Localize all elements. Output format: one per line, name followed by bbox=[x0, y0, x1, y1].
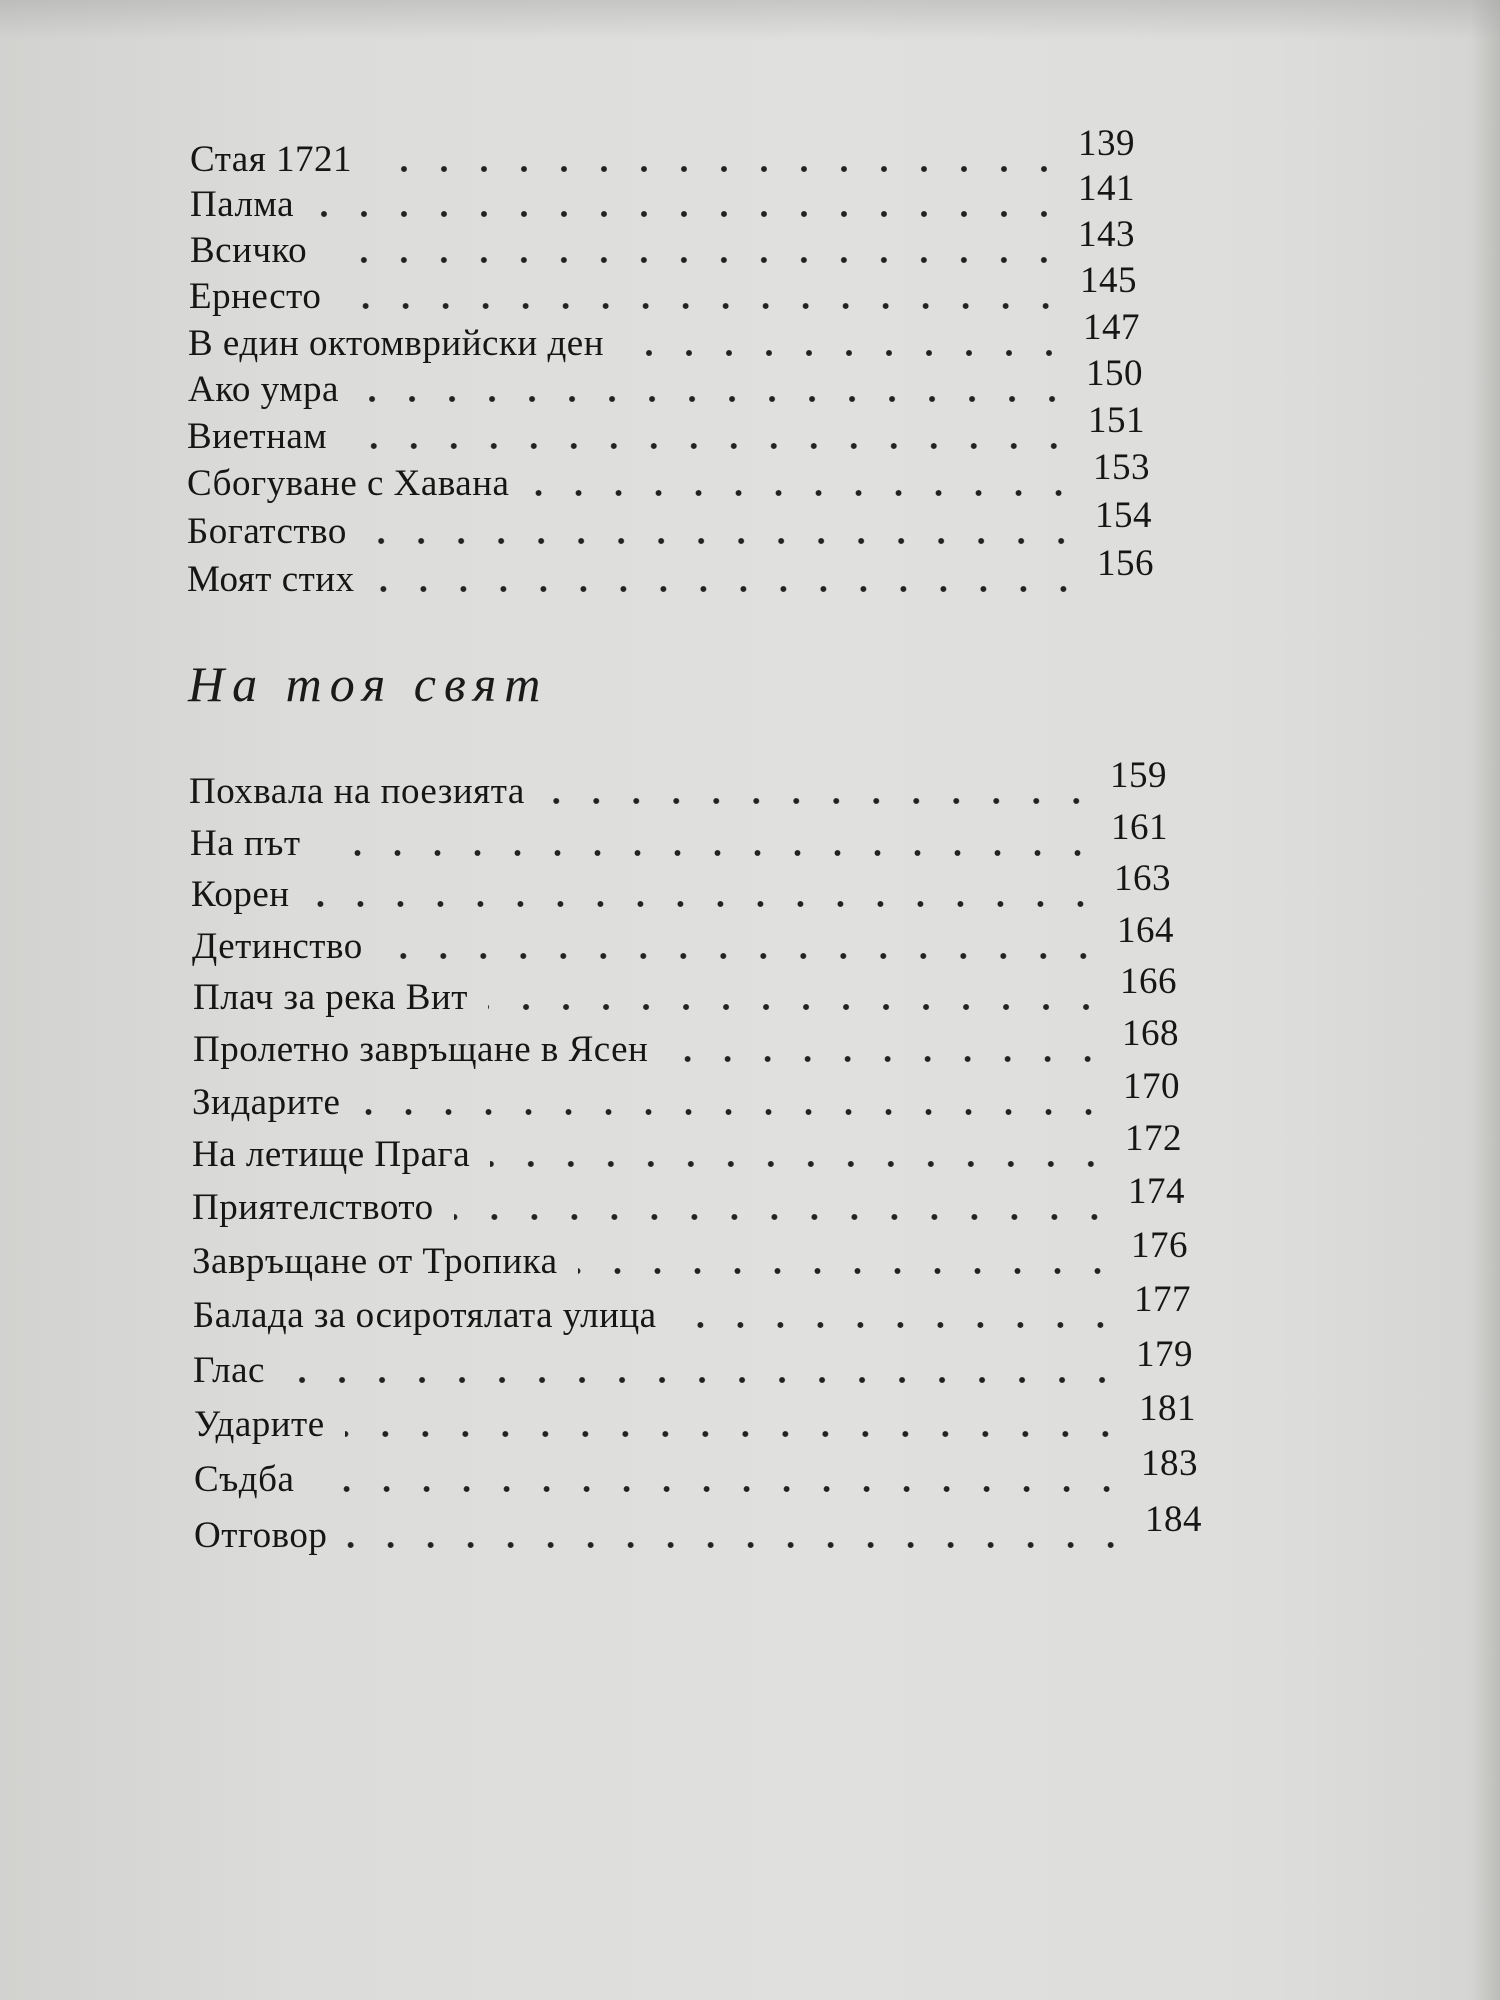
toc-entry-title: Приятелството bbox=[192, 1187, 434, 1228]
toc-entry-page: 174 bbox=[1128, 1171, 1185, 1212]
toc-entry-page: 176 bbox=[1131, 1225, 1188, 1266]
dot-leader bbox=[321, 849, 1098, 857]
toc-entry bbox=[194, 1388, 1196, 1446]
toc-entry bbox=[192, 1118, 1182, 1176]
toc-entry bbox=[193, 1013, 1179, 1071]
toc-entry-page: 139 bbox=[1078, 123, 1135, 164]
dot-leader bbox=[367, 537, 1081, 545]
toc-entry-title: Зидарите bbox=[192, 1082, 341, 1123]
toc-entry-page: 168 bbox=[1122, 1013, 1179, 1054]
dot-leader bbox=[347, 442, 1074, 450]
toc-entry bbox=[190, 214, 1135, 272]
toc-entry-title: На път bbox=[190, 823, 301, 864]
dot-leader bbox=[285, 1376, 1122, 1384]
toc-entry-page: 183 bbox=[1141, 1443, 1198, 1484]
toc-entry-page: 153 bbox=[1093, 447, 1150, 488]
toc-entry-page: 164 bbox=[1117, 910, 1174, 951]
toc-entry bbox=[194, 1499, 1202, 1557]
toc-entry bbox=[190, 807, 1168, 865]
toc-entry bbox=[190, 168, 1135, 226]
toc-entry-page: 150 bbox=[1086, 353, 1143, 394]
toc-entry-page: 154 bbox=[1095, 495, 1152, 536]
toc-entry-title: Плач за река Вит bbox=[193, 977, 468, 1018]
dot-leader bbox=[375, 585, 1083, 593]
dot-leader bbox=[488, 1003, 1106, 1011]
dot-leader bbox=[372, 165, 1064, 173]
dot-leader bbox=[341, 302, 1066, 310]
toc-entry-title: Ако умра bbox=[188, 369, 339, 410]
page-right-edge bbox=[1470, 0, 1500, 2000]
toc-entry-page: 170 bbox=[1123, 1066, 1180, 1107]
section-heading: На тоя свят bbox=[188, 656, 549, 712]
dot-leader bbox=[578, 1267, 1117, 1275]
toc-entry-title: Сбогуване с Хавана bbox=[187, 463, 510, 504]
dot-leader bbox=[360, 1108, 1109, 1116]
toc-entry bbox=[192, 1066, 1180, 1124]
toc-entry bbox=[187, 447, 1150, 505]
toc-entry-title: Ернесто bbox=[189, 276, 322, 317]
dot-leader bbox=[545, 797, 1096, 805]
toc-entry-page: 181 bbox=[1139, 1388, 1196, 1429]
toc-entry-title: Ударите bbox=[194, 1404, 325, 1445]
dot-leader bbox=[668, 1055, 1108, 1063]
dot-leader bbox=[314, 1485, 1127, 1493]
dot-leader bbox=[624, 349, 1069, 357]
toc-entry bbox=[192, 1171, 1185, 1229]
toc-entry-title: На летище Прага bbox=[192, 1134, 471, 1175]
toc-entry bbox=[189, 755, 1167, 813]
toc-entry-title: Съдба bbox=[194, 1459, 295, 1500]
dot-leader bbox=[677, 1321, 1120, 1329]
toc-entry-page: 143 bbox=[1078, 214, 1135, 255]
dot-leader bbox=[529, 489, 1079, 497]
toc-entry-title: Похвала на поезията bbox=[189, 771, 525, 812]
toc-entry-title: Детинство bbox=[192, 926, 363, 967]
dot-leader bbox=[347, 1541, 1131, 1549]
toc-entry-title: Глас bbox=[193, 1350, 265, 1391]
toc-entry bbox=[187, 543, 1154, 601]
dot-leader bbox=[327, 256, 1064, 264]
toc-entry-page: 151 bbox=[1088, 400, 1145, 441]
toc-entry-title: Палма bbox=[190, 184, 295, 225]
toc-entry-title: Пролетно завръщане в Ясен bbox=[193, 1029, 649, 1070]
toc-entry bbox=[190, 123, 1135, 181]
toc-entry bbox=[193, 1334, 1193, 1392]
toc-entry-title: Богатство bbox=[187, 511, 347, 552]
dot-leader bbox=[310, 900, 1100, 908]
toc-entry bbox=[192, 910, 1174, 968]
toc-entry-title: Корен bbox=[191, 874, 290, 915]
toc-entry-title: Отговор bbox=[194, 1515, 328, 1556]
toc-entry-title: В един октомврийски ден bbox=[188, 323, 604, 364]
toc-entry bbox=[187, 400, 1145, 458]
toc-entry-page: 172 bbox=[1125, 1118, 1182, 1159]
toc-entry bbox=[194, 1443, 1198, 1501]
toc-entry bbox=[192, 1225, 1188, 1283]
toc-entry-title: Завръщане от Тропика bbox=[192, 1241, 558, 1282]
page-top-shadow bbox=[0, 0, 1500, 40]
toc-entry-title: Всичко bbox=[190, 230, 308, 271]
toc-entry bbox=[193, 1279, 1191, 1337]
toc-entry-page: 179 bbox=[1136, 1334, 1193, 1375]
toc-entry-title: Стая 1721 bbox=[190, 139, 353, 180]
dot-leader bbox=[314, 210, 1064, 218]
toc-entry bbox=[193, 961, 1177, 1019]
toc-entry-page: 156 bbox=[1097, 543, 1154, 584]
toc-entry-page: 161 bbox=[1111, 807, 1168, 848]
dot-leader bbox=[490, 1160, 1111, 1168]
toc-entry-title: Моят стих bbox=[187, 559, 355, 600]
toc-entry bbox=[189, 260, 1137, 318]
toc-entry-page: 145 bbox=[1080, 260, 1137, 301]
dot-leader bbox=[454, 1213, 1114, 1221]
toc-entry-page: 141 bbox=[1078, 168, 1135, 209]
dot-leader bbox=[345, 1430, 1125, 1438]
toc-entry-title: Виетнам bbox=[187, 416, 328, 457]
toc-entry-page: 166 bbox=[1120, 961, 1177, 1002]
dot-leader bbox=[359, 395, 1072, 403]
toc-entry-page: 159 bbox=[1110, 755, 1167, 796]
toc-entry-page: 163 bbox=[1114, 858, 1171, 899]
toc-entry-page: 184 bbox=[1145, 1499, 1202, 1540]
toc-entry-page: 147 bbox=[1083, 307, 1140, 348]
dot-leader bbox=[383, 952, 1103, 960]
toc-entry-page: 177 bbox=[1134, 1279, 1191, 1320]
toc-entry-title: Балада за осиротялата улица bbox=[193, 1295, 657, 1336]
toc-entry bbox=[191, 858, 1171, 916]
toc-entry bbox=[188, 353, 1143, 411]
toc-entry bbox=[188, 307, 1140, 365]
toc-entry bbox=[187, 495, 1152, 553]
